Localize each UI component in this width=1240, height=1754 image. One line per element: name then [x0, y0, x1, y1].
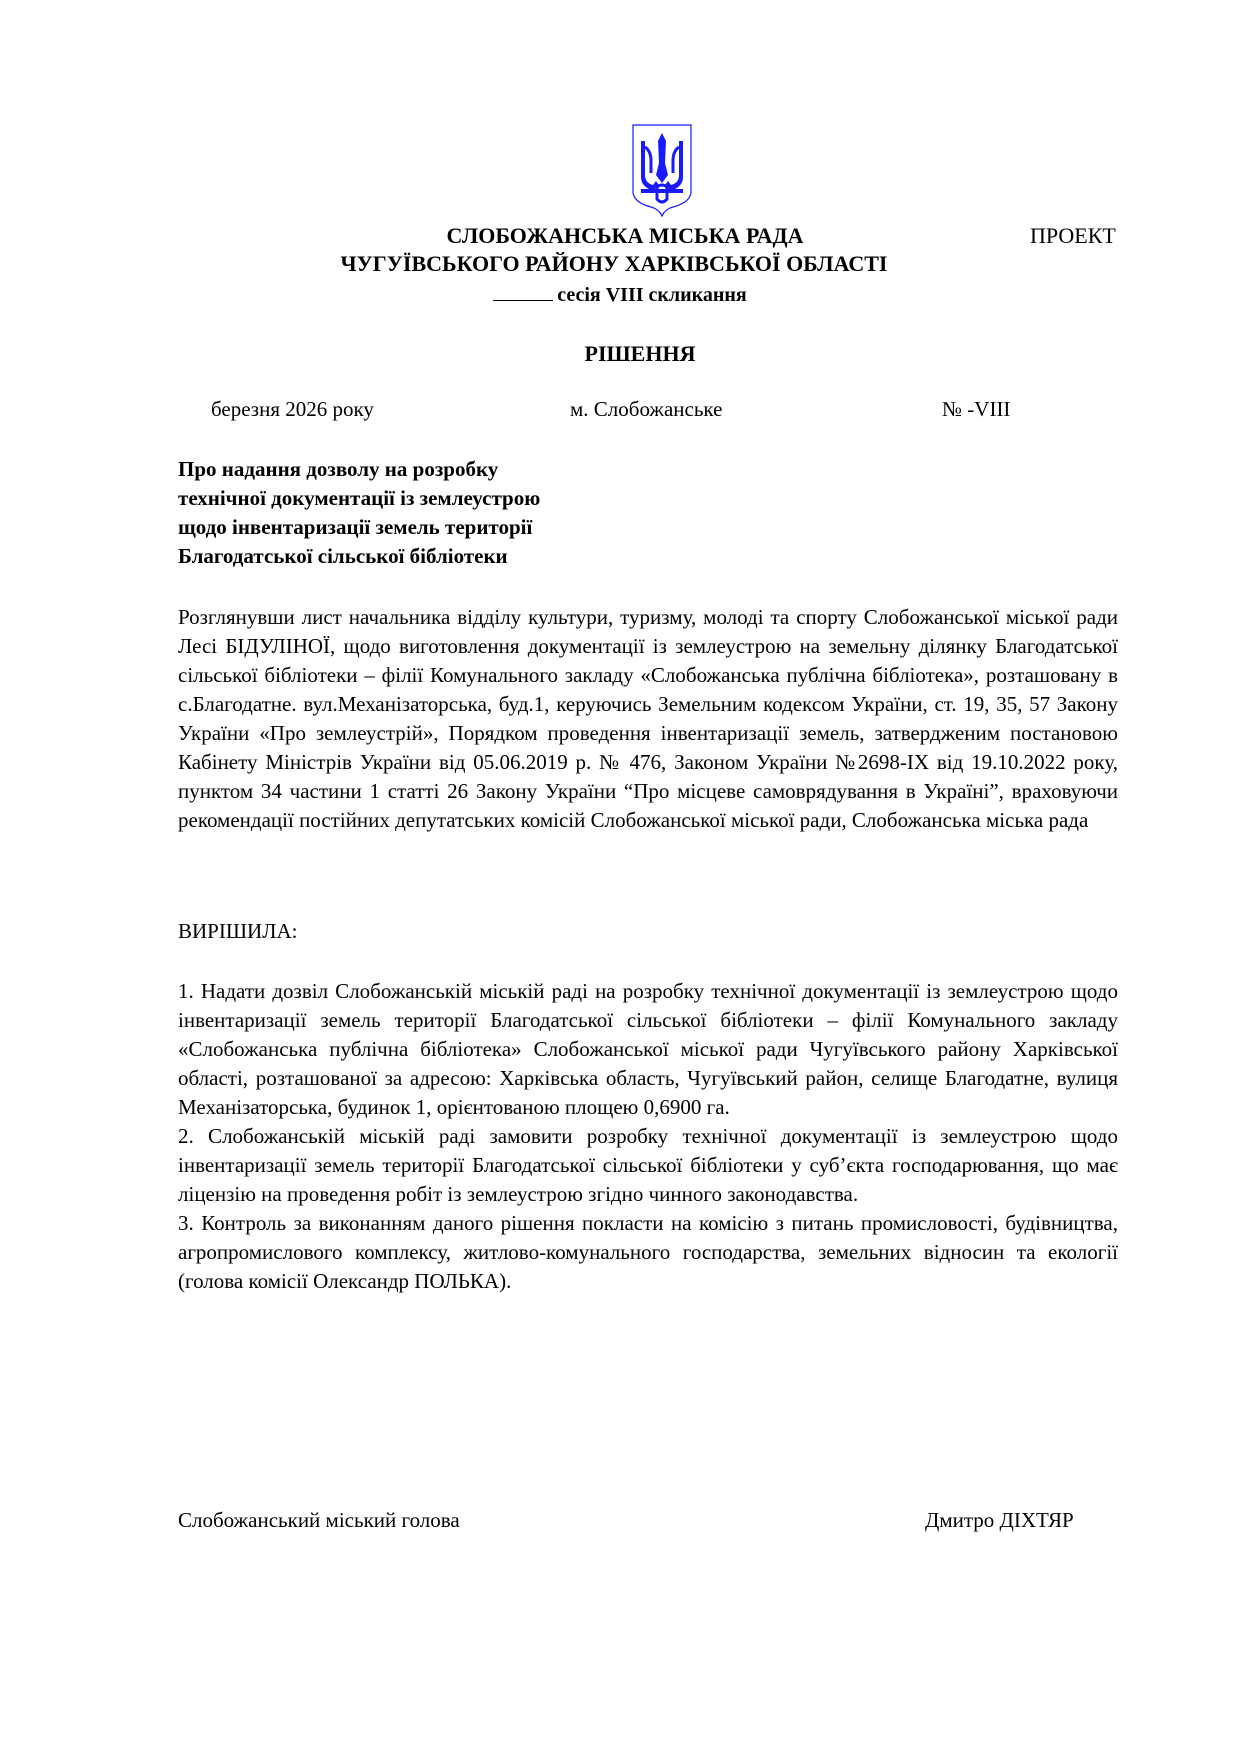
subject-line: технічної документації із землеустрою	[178, 486, 541, 510]
decided-label: ВИРІШИЛА:	[178, 919, 298, 943]
document-title: РІШЕННЯ	[584, 341, 696, 366]
council-name-heading: СЛОБОЖАНСЬКА МІСЬКА РАДА	[446, 223, 804, 248]
signatory-name: Дмитро ДІХТЯР	[925, 1508, 1074, 1532]
draft-label: ПРОЕКТ	[1030, 223, 1116, 248]
decision-item-1: 1. Надати дозвіл Слобожанській міській раді на розробку технічної документації із землеустрою щодо інвентаризації земель території Благодатської сільської бібліотеки – філії Комунального закладу «Слобожанська публічна бібліотека» Слобожанської міської ради Чугуївського району Харківської області, розташованої за адресою: Харківська область, Чугуївський район, селище Благодатне, вулиця Механізаторська, будинок 1, орієнтованою площею 0,6900 га.	[178, 979, 1118, 1119]
decision-item-2: 2. Слобожанській міській раді замовити розробку технічної документації із землеустрою щодо інвентаризації земель території Благодатської сільської бібліотеки у суб’єкта господарювання, що має ліцензію на проведення робіт із землеустрою згідно чинного законодавства.	[178, 1124, 1118, 1206]
decision-item-3: 3. Контроль за виконанням даного рішення покласти на комісію з питань промисловості, будівництва, агропромислового комплексу, житлово-комунального господарства, земельних відносин та екології (голова комісії Олександр ПОЛЬКА).	[178, 1211, 1118, 1293]
trident-emblem-icon	[631, 123, 693, 218]
preamble-paragraph	[178, 603, 1118, 835]
session-text: сесія VIII скликання	[557, 284, 747, 306]
session-line	[0, 282, 1240, 307]
decision-subject	[178, 455, 540, 571]
decision-city: м. Слобожанське	[570, 397, 723, 421]
subject-line: щодо інвентаризації земель території	[178, 515, 533, 539]
preamble-text: Розглянувши лист начальника відділу культури, туризму, молоді та спорту Слобожанської міської ради Лесі БІДУЛІНОЇ, щодо виготовлення документації із землеустрою на земельну ділянку Благодатської сільської бібліотеки – філії Комунального закладу «Слобожанська публічна бібліотека», розташовану в с.Благодатне. вул.Механізаторська, буд.1, керуючись Земельним кодексом України, ст. 19, 35, 57 Закону України «Про землеустрій», Порядком проведення інвентаризації земель, затвердженим постановою Кабінету Міністрів України від 05.06.2019 р. № 476, Законом України №2698-IX від 19.10.2022 року, пунктом 34 частини 1 статті 26 Закону України “Про місцеве самоврядування в Україні”, враховуючи рекомендації постійних депутатських комісій Слобожанської міської ради, Слобожанська міська рада	[178, 605, 1118, 832]
subject-line: Про надання дозволу на розробку	[178, 457, 499, 481]
subject-line: Благодатської сільської бібліотеки	[178, 544, 508, 568]
session-number-blank	[493, 282, 553, 301]
signatory-position: Слобожанський міський голова	[178, 1508, 460, 1532]
decision-date: березня 2026 року	[211, 397, 374, 421]
district-heading: ЧУГУЇВСЬКОГО РАЙОНУ ХАРКІВСЬКОЇ ОБЛАСТІ	[340, 251, 888, 276]
decision-items	[178, 977, 1118, 1296]
decision-number: № -VIII	[942, 397, 1011, 421]
